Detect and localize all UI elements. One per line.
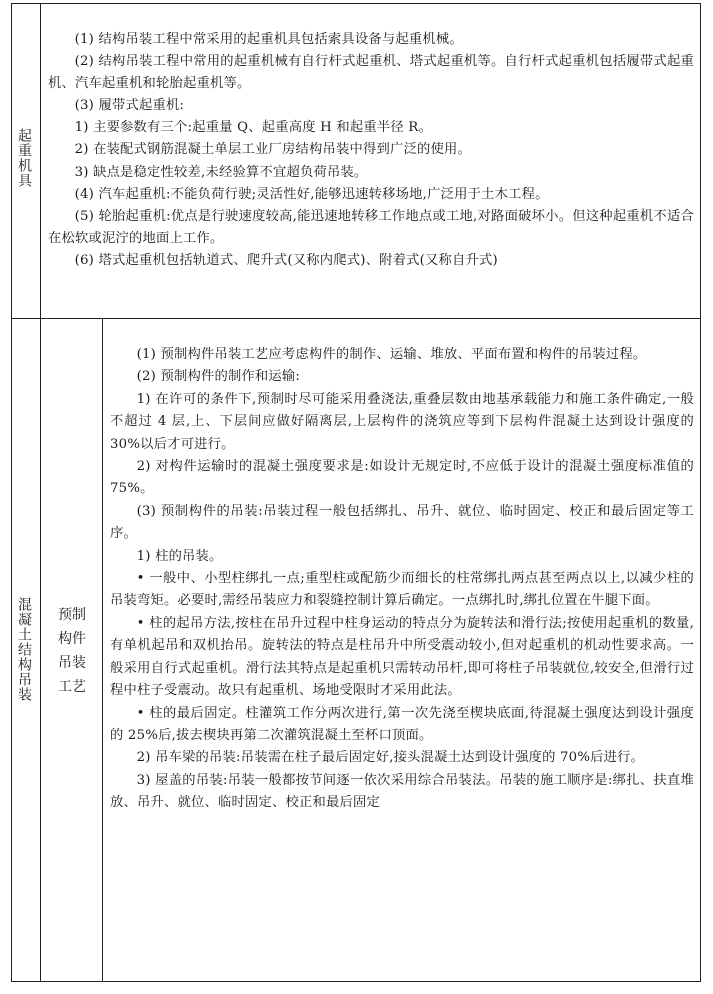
paragraph: 3) 屋盖的吊装:吊装一般都按节间逐一依次采用综合吊装法。吊装的施工顺序是:绑扎、扶直堆放、吊升、就位、临时固定、校正和最后固定	[110, 772, 694, 811]
paragraph: (4) 汽车起重机:不能负荷行驶;灵活性好,能够迅速转移场地,广泛用于土木工程。	[74, 186, 549, 202]
paragraph: (1) 结构吊装工程中常采用的起重机具包括索具设备与起重机械。	[74, 32, 463, 47]
paragraph: (3) 预制构件的吊装:吊装过程一般包括绑扎、吊升、就位、临时固定、校正和最后固定等工序。	[110, 503, 694, 542]
paragraph: (3) 履带式起重机:	[74, 98, 185, 114]
row-divider	[11, 318, 701, 319]
sublabel-divider	[102, 319, 103, 982]
column-divider	[40, 3, 41, 982]
paragraph: (2) 结构吊装工程中常用的起重机械有自行杆式起重机、塔式起重机等。自行杆式起重机包括履带式起重机、汽车起重机和轮胎起重机等。	[48, 54, 694, 92]
sublabel-line: 预制	[58, 607, 86, 623]
section-label-lifting-equipment: 起重机具	[16, 128, 32, 188]
paragraph: • 一般中、小型柱绑扎一点;重型柱或配筋少而细长的柱常绑扎两点甚至两点以上,以减少柱的吊装弯矩。必要时,需经吊装应力和裂缝控制计算后确定。一点绑扎时,绑扎位置在牛腿下面。	[110, 571, 694, 609]
paragraph: 2) 对构件运输时的混凝土强度要求是:如设计无规定时,不应低于设计的混凝土强度标准值的 75%。	[110, 459, 694, 497]
sublabel-line: 工艺	[58, 679, 86, 695]
sublabel-line: 构件	[58, 631, 86, 647]
section-label-concrete-structure-lifting: 混凝土结构吊装	[16, 597, 32, 702]
paragraph: 1) 在许可的条件下,预制时尽可能采用叠浇法,重叠层数由地基承载能力和施工条件确定,一般不超过 4 层,上、下层间应做好隔离层,上层构件的浇筑应等到下层构件混凝土达到设计强度的 30%以后才可进行。	[110, 391, 694, 452]
sublabel-precast-lifting-process	[52, 603, 92, 699]
paragraph: • 柱的最后固定。柱灌筑工作分两次进行,第一次先浇至楔块底面,待混凝土强度达到设计强度的 25%后,拔去楔块再第二次灌筑混凝土至杯口顶面。	[110, 705, 694, 743]
sublabel-line: 吊装	[58, 655, 86, 671]
paragraph: 1) 柱的吊装。	[136, 548, 223, 564]
paragraph: • 柱的起吊方法,按柱在吊升过程中柱身运动的特点分为旋转法和滑行法;按使用起重机的数量,有单机起吊和双机抬吊。旋转法的特点是柱吊升中所受震动较小,但对起重机的机动性要求高。一般采用自行式起重机。滑行法其特点是起重机只需转动吊杆,即可将柱子吊装就位,较安全,但滑行过程中柱子受震动。故只有起重机、场地受限时才采用此法。	[110, 615, 694, 699]
paragraph: (5) 轮胎起重机:优点是行驶速度较高,能迅速地转移工作地点或工地,对路面破坏小。但这种起重机不适合在松软或泥泞的地面上工作。	[48, 208, 694, 246]
paragraph: 3) 缺点是稳定性较差,未经验算不宜超负荷吊装。	[74, 164, 368, 180]
paragraph: 2) 在装配式钢筋混凝土单层工业厂房结构吊装中得到广泛的使用。	[74, 142, 471, 158]
paragraph: 2) 吊车梁的吊装:吊装需在柱子最后固定好,接头混凝土达到设计强度的 70%后进行。	[136, 750, 645, 766]
paragraph: 1) 主要参数有三个:起重量 Q、起重高度 H 和起重半径 R。	[74, 120, 432, 136]
section-content-lifting-equipment	[48, 29, 694, 272]
paragraph: (2) 预制构件的制作和运输:	[136, 369, 301, 385]
paragraph: (6) 塔式起重机包括轨道式、爬升式(又称内爬式)、附着式(又称自升式)	[74, 252, 498, 268]
paragraph: (1) 预制构件吊装工艺应考虑构件的制作、运输、堆放、平面布置和构件的吊装过程。	[136, 347, 647, 362]
section-content-concrete-structure-lifting	[110, 344, 694, 815]
